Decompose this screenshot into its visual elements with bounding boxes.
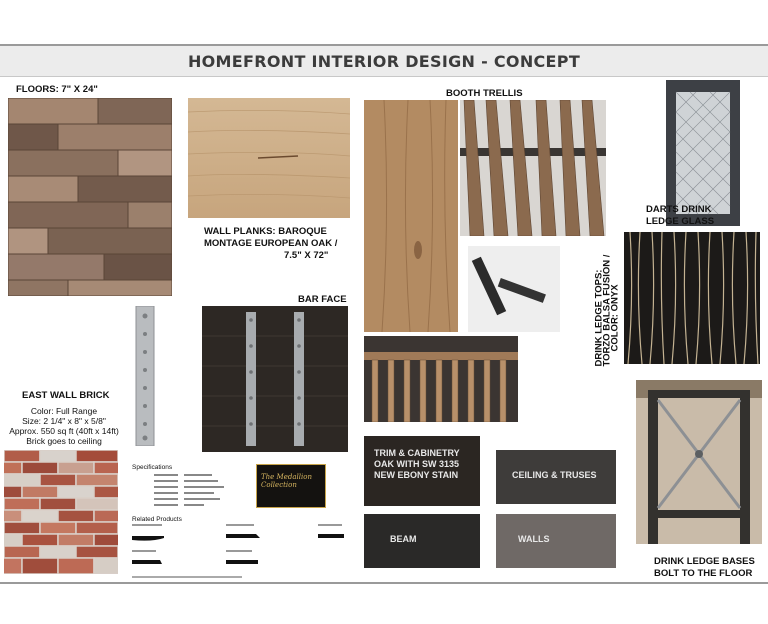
floors-label: FLOORS: 7" X 24" (16, 84, 98, 95)
wall-planks-line2: MONTAGE EUROPEAN OAK / (204, 238, 338, 249)
bar-face-panel (202, 306, 348, 452)
wall-plank-image (188, 98, 350, 218)
hardware-bracket-photo (468, 246, 560, 332)
east-wall-label: EAST WALL BRICK (22, 390, 110, 401)
title-bar (0, 46, 768, 77)
walls-swatch (496, 514, 616, 568)
concept-board (0, 44, 768, 584)
bar-face-label: BAR FACE (298, 294, 347, 305)
beam-swatch (364, 514, 480, 568)
specs-table (140, 472, 240, 506)
walls-label: WALLS (518, 534, 550, 544)
trim-label-1: TRIM & CABINETRY (374, 448, 460, 458)
medallion-text: The Medallion Collection (261, 473, 312, 489)
floor-tile-image (8, 98, 172, 296)
beam-label: BEAM (390, 534, 417, 544)
bases-label-line1: DRINK LEDGE BASES (654, 556, 755, 567)
trim-label-3: NEW EBONY STAIN (374, 470, 459, 480)
booth-trellis-label: BOOTH TRELLIS (446, 88, 523, 99)
trim-swatch (364, 436, 480, 506)
trim-label-2: OAK WITH SW 3135 (374, 459, 460, 469)
darts-label-line2: LEDGE GLASS (646, 216, 715, 227)
page-title: HOMEFRONT INTERIOR DESIGN - CONCEPT (187, 52, 581, 71)
darts-label-line1: DARTS DRINK (646, 204, 712, 215)
wall-planks-line3: 7.5" X 72" (284, 250, 329, 261)
ceiling-swatch (496, 450, 616, 504)
ledge-base-photo (636, 380, 762, 544)
medallion-logo (256, 464, 326, 508)
onyx-sample (624, 232, 760, 364)
brick-size: Size: 2 1/4" x 8" x 5/8" (22, 416, 106, 426)
metal-strap-sample (132, 306, 158, 446)
torzo-label: TORZO BALSA FUSION / (601, 254, 613, 367)
specs-heading: Specifications (132, 464, 173, 471)
ceiling-label: CEILING & TRUSES (512, 470, 597, 480)
brick-sample (4, 450, 118, 574)
trellis-wood-sample (364, 100, 458, 332)
brick-ceiling: Brick goes to ceiling (26, 436, 102, 446)
onyx-label: COLOR: ONYX (609, 284, 621, 352)
related-products-heading: Related Products (132, 516, 182, 523)
bases-label-line2: BOLT TO THE FLOOR (654, 568, 753, 579)
brick-area: Approx. 550 sq ft (40ft x 14ft) (9, 426, 119, 436)
related-products-grid (132, 524, 352, 584)
drink-ledge-tops-label: DRINK LEDGE TOPS: (593, 269, 605, 367)
trellis-slats-photo (460, 100, 606, 236)
trellis-ceiling-photo (364, 336, 518, 422)
wall-planks-line1: WALL PLANKS: BAROQUE (204, 226, 327, 237)
brick-color: Color: Full Range (30, 406, 98, 416)
